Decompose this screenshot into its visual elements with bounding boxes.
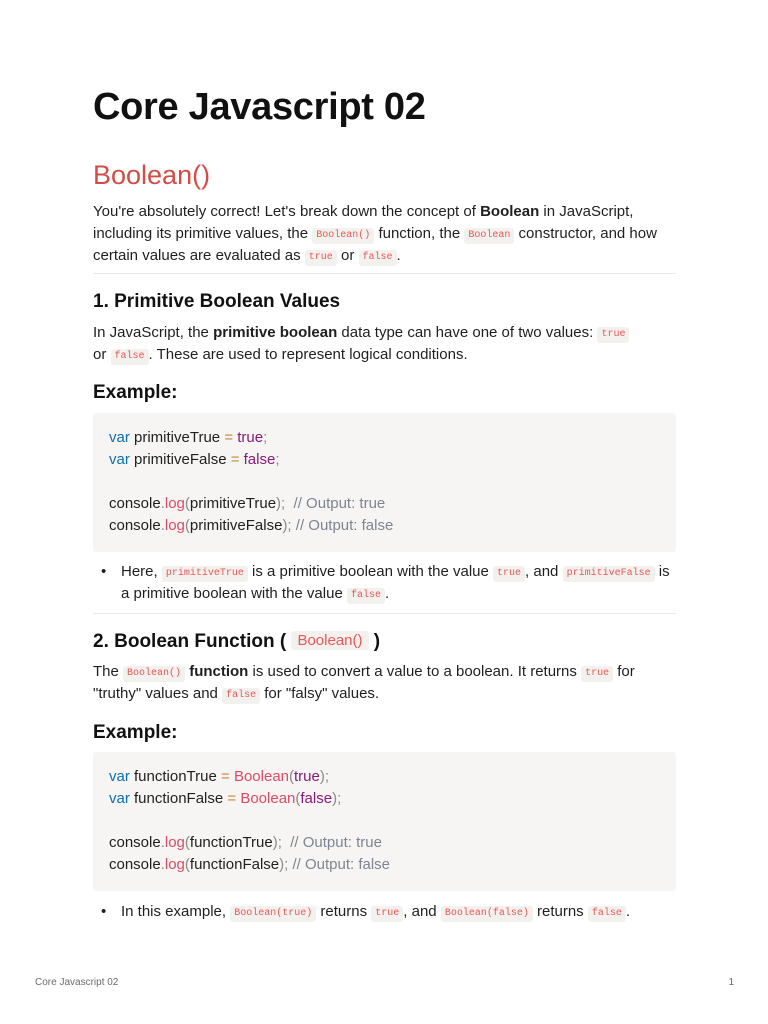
inline-code: true	[581, 666, 613, 682]
code-punctuation: ;	[275, 451, 280, 468]
inline-code: Boolean()	[312, 228, 374, 244]
list-item	[93, 561, 676, 605]
subheading-text: )	[368, 631, 381, 652]
heading-inline-code: Boolean()	[291, 631, 368, 650]
code-comment: // Output: false	[288, 856, 391, 873]
intro-text: constructor, and how certain values are evaluated as	[93, 225, 657, 264]
intro-bold-boolean: Boolean	[480, 203, 540, 220]
paragraph-text: for	[613, 663, 635, 680]
code-punctuation: );	[282, 517, 292, 534]
code-punctuation: ;	[263, 429, 268, 446]
code-line	[109, 427, 393, 449]
code-identifier: primitiveTrue	[189, 495, 277, 512]
subheading-boolean-function	[93, 631, 676, 653]
bullet-icon: •	[101, 563, 107, 580]
code-function: log	[164, 834, 185, 851]
code-operator: =	[230, 451, 240, 468]
paragraph-text: data type can have one of two values:	[337, 324, 598, 341]
paragraph-text: or	[93, 346, 111, 363]
inline-code: false	[588, 906, 626, 922]
code-punctuation: .	[160, 517, 165, 534]
code-line	[109, 449, 393, 471]
code-line	[109, 766, 390, 788]
inline-code: true	[597, 327, 629, 343]
divider	[93, 273, 676, 274]
code-punctuation: (	[184, 856, 190, 873]
code-keyword: var	[109, 790, 130, 807]
code-boolean: false	[300, 790, 333, 807]
inline-code: true	[371, 906, 403, 922]
inline-code: false	[111, 349, 149, 365]
code-punctuation: );	[276, 495, 286, 512]
inline-code: primitiveFalse	[563, 566, 655, 582]
code-punctuation: );	[279, 856, 289, 873]
list-text: .	[625, 903, 631, 920]
bold-function: function	[185, 663, 249, 680]
list-text: is a primitive boolean with the value	[247, 563, 494, 580]
paragraph-text: "truthy" values and	[93, 685, 223, 702]
code-function: log	[164, 495, 185, 512]
inline-code: false	[222, 688, 260, 704]
code-comment: // Output: false	[291, 517, 394, 534]
code-identifier: functionTrue	[129, 768, 222, 785]
section-heading-boolean: Boolean()	[93, 160, 211, 190]
code-punctuation: );	[272, 834, 282, 851]
intro-text: .	[396, 247, 401, 264]
code-keyword: var	[109, 451, 130, 468]
inline-code: Boolean(false)	[441, 906, 533, 922]
code-function: Boolean	[236, 790, 296, 807]
code-punctuation: (	[295, 790, 301, 807]
inline-code: Boolean(true)	[230, 906, 316, 922]
inline-code: true	[493, 566, 525, 582]
code-identifier: console	[109, 517, 161, 534]
code-function: Boolean	[229, 768, 289, 785]
code-punctuation: .	[160, 495, 165, 512]
paragraph-text: In JavaScript, the	[93, 324, 214, 341]
bold-primitive-boolean: primitive boolean	[213, 324, 338, 341]
code-punctuation: (	[289, 768, 294, 785]
code-line	[109, 832, 390, 854]
code-comment: // Output: true	[285, 495, 386, 512]
function-paragraph	[93, 661, 676, 705]
example-label: Example:	[93, 382, 178, 403]
code-line	[109, 493, 393, 515]
code-identifier: functionFalse	[189, 856, 280, 873]
list-item	[93, 901, 676, 923]
code-line	[109, 515, 393, 537]
code-function: log	[164, 517, 185, 534]
list-text: a primitive boolean with the value	[121, 585, 347, 602]
code-boolean: false	[239, 451, 276, 468]
code-operator: =	[221, 768, 230, 785]
code-operator: =	[224, 429, 234, 446]
code-line	[109, 854, 390, 876]
code-block[interactable]	[93, 413, 676, 552]
paragraph-text: The	[93, 663, 124, 680]
code-punctuation: (	[184, 834, 190, 851]
code-keyword: var	[109, 429, 130, 446]
code-line	[109, 788, 390, 810]
list-text: , and	[525, 563, 563, 580]
code-boolean: true	[233, 429, 264, 446]
list-text: In this example,	[121, 903, 231, 920]
code-keyword: var	[109, 768, 130, 785]
intro-text: or	[336, 247, 359, 264]
code-comment: // Output: true	[281, 834, 382, 851]
code-line-blank	[109, 810, 390, 832]
page-title: Core Javascript 02	[93, 86, 426, 128]
code-function: log	[164, 856, 185, 873]
paragraph-text: for "falsy" values.	[260, 685, 380, 702]
list-text: returns	[532, 903, 588, 920]
paragraph-text: . These are used to represent logical conditions.	[148, 346, 468, 363]
inline-code: false	[347, 588, 385, 604]
example-label: Example:	[93, 722, 178, 743]
code-punctuation: (	[184, 517, 190, 534]
footer-page-number: 1	[728, 977, 734, 988]
code-identifier: console	[109, 856, 161, 873]
code-identifier: primitiveFalse	[129, 451, 231, 468]
list-text: is	[654, 563, 670, 580]
code-line-blank	[109, 471, 393, 493]
code-punctuation: .	[160, 834, 165, 851]
divider	[93, 613, 676, 614]
intro-text: You're absolutely correct! Let's break down the concept of	[93, 203, 481, 220]
paragraph-text: is used to convert a value to a boolean. It returns	[248, 663, 582, 680]
list-text: returns	[316, 903, 372, 920]
code-punctuation: (	[184, 495, 190, 512]
subheading-primitive-values: 1. Primitive Boolean Values	[93, 291, 341, 312]
code-punctuation: );	[319, 768, 330, 785]
inline-code: true	[305, 250, 337, 266]
inline-code: false	[359, 250, 397, 266]
subheading-text: 2. Boolean Function (	[93, 631, 292, 652]
bullet-icon: •	[101, 903, 107, 920]
footer-title: Core Javascript 02	[35, 977, 119, 988]
code-identifier: console	[109, 495, 161, 512]
list-text: .	[384, 585, 390, 602]
code-identifier: functionFalse	[129, 790, 228, 807]
code-punctuation: .	[160, 856, 165, 873]
inline-code: Boolean()	[123, 666, 185, 682]
code-boolean: true	[294, 768, 320, 785]
code-identifier: console	[109, 834, 161, 851]
intro-paragraph	[93, 201, 676, 267]
code-operator: =	[227, 790, 237, 807]
inline-code: Boolean	[464, 228, 514, 244]
list-text: Here,	[121, 563, 162, 580]
intro-text: function, the	[374, 225, 465, 242]
code-block[interactable]	[93, 752, 676, 891]
bullet-list	[93, 901, 676, 923]
list-text: , and	[403, 903, 441, 920]
code-identifier: primitiveFalse	[189, 517, 283, 534]
code-identifier: primitiveTrue	[129, 429, 225, 446]
intro-text: in JavaScript, including its primitive values, the	[93, 203, 634, 242]
bullet-list	[93, 561, 676, 605]
inline-code: primitiveTrue	[162, 566, 248, 582]
code-identifier: functionTrue	[189, 834, 273, 851]
primitive-paragraph	[93, 322, 676, 366]
code-punctuation: );	[332, 790, 342, 807]
